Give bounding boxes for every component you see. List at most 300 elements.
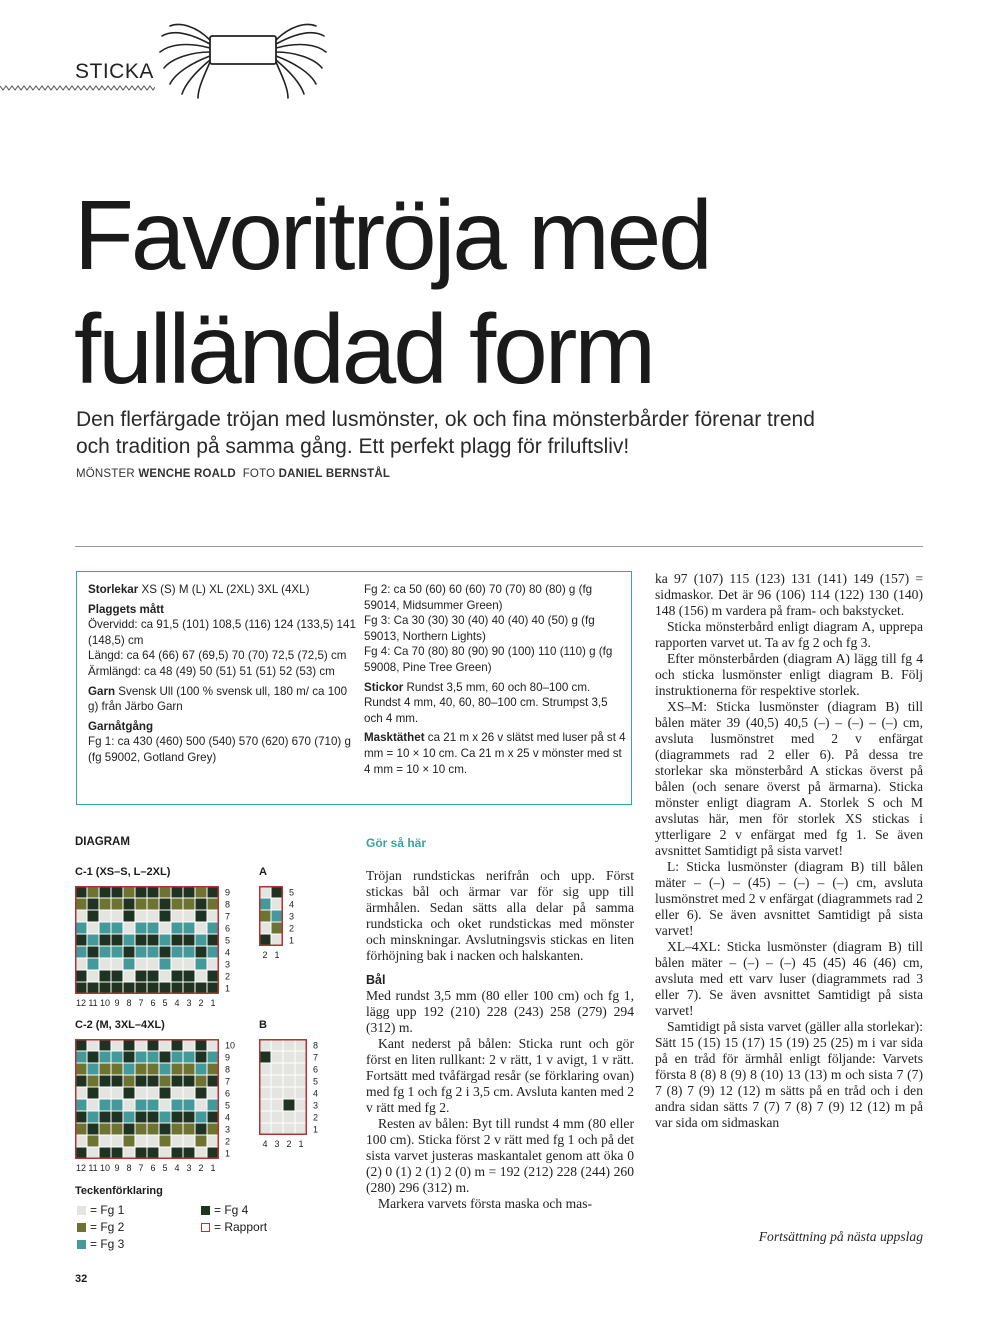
column-number: 3	[274, 1139, 280, 1149]
chart-cell	[159, 958, 171, 970]
row-number: 5	[289, 887, 295, 898]
column-number: 2	[198, 1163, 204, 1173]
paragraph: Kant nederst på bålen: Sticka runt och gör först en liten rullkant: 2 v rätt, 1 v avigt, 1 v rätt. Fortsätt med tvåfärgad resår (se förklaring ovan) med fg 1 och fg 2 i 3,5 cm. Avsluta kanten med 2 v rätt med fg 2.	[366, 1036, 634, 1115]
chart-cell	[195, 1111, 207, 1123]
chart-cell	[283, 1039, 295, 1051]
chart-cell	[135, 1147, 147, 1159]
chart-cell	[87, 1087, 99, 1099]
column-number: 10	[99, 1163, 111, 1173]
chart-cell	[135, 946, 147, 958]
section-label: STICKA	[75, 60, 154, 83]
chart-cell	[99, 1123, 111, 1135]
paragraph: Efter mönsterbården (diagram A) lägg till fg 4 och sticka lusmönster enligt diagram B. Följ instruktionerna för respektive storlek.	[655, 651, 923, 698]
row-number: 2	[225, 971, 231, 982]
chart-cell	[111, 1075, 123, 1087]
chart-cell	[259, 1087, 271, 1099]
row-number: 1	[225, 983, 231, 994]
row-number: 6	[225, 923, 231, 934]
chart-cell	[207, 1087, 219, 1099]
chart-cell	[283, 1051, 295, 1063]
chart-cell	[207, 1099, 219, 1111]
chart-cell	[135, 1075, 147, 1087]
legend-label: = Fg 1	[90, 1203, 125, 1217]
chart-cell	[75, 1075, 87, 1087]
chart-cell	[207, 1063, 219, 1075]
chart-cell	[171, 910, 183, 922]
chart-cell	[111, 1123, 123, 1135]
chart-cell	[183, 1099, 195, 1111]
materials-entry-label: Garnåtgång	[88, 719, 154, 733]
chart-cell	[87, 1111, 99, 1123]
row-number: 7	[225, 911, 231, 922]
chart-cell	[183, 1087, 195, 1099]
chart-cell	[111, 1111, 123, 1123]
chart-cell	[195, 970, 207, 982]
knitting-chart-b	[259, 1039, 329, 1153]
paragraph: XS–M: Sticka lusmönster (diagram B) till bålen mäter 39 (40,5) 40,5 (–) – (–) – (–) cm, avsluta lusmönstret med 2 v enfärgat (diagrammets rad 2 eller 6). På dessa tre storlekar ska mönsterbård A stickas överst på bålen (och senare överst på ärmarna). Sticka mönster enligt diagram A. Storlek S och M avslutas här, men för storlek XS stickas i ytterligare 2 v enfärgat med fg 1. Se även avsnittet Samtidigt på sista varvet!	[655, 699, 923, 858]
column-number: 5	[162, 1163, 168, 1173]
chart-cell	[183, 1123, 195, 1135]
paragraph: Markera varvets första maska och mas-	[378, 1196, 593, 1211]
chart-cell	[147, 886, 159, 898]
row-number: 9	[225, 1052, 231, 1063]
chart-cell	[147, 910, 159, 922]
chart-cell	[123, 1051, 135, 1063]
row-number: 4	[289, 899, 295, 910]
chart-cell	[271, 1087, 283, 1099]
chart-cell	[183, 1111, 195, 1123]
materials-entry-text: XS (S) M (L) XL (2XL) 3XL (4XL)	[138, 583, 310, 596]
chart-cell	[183, 922, 195, 934]
chart-cell	[135, 922, 147, 934]
chart-cell	[259, 1063, 271, 1075]
title-line-2: fulländad form	[74, 294, 654, 404]
column-number: 4	[262, 1139, 268, 1149]
chart-cell	[99, 910, 111, 922]
chart-cell	[135, 1063, 147, 1075]
chart-cell	[111, 1147, 123, 1159]
materials-entry	[364, 680, 626, 727]
chart-cell	[195, 1051, 207, 1063]
legend-label: = Fg 2	[90, 1220, 125, 1234]
chart-cell	[207, 1123, 219, 1135]
row-number: 2	[225, 1136, 231, 1147]
paragraph: Tröjan rundstickas nerifrån och upp. Först stickas bål och ärmar var för sig upp till ärmhålen. Sedan sätts alla delar på samma rundsticka och oket rundstickas med mönster och minskningar. Avslutningsvis stickas en liten förhöjning bak i nacken och halskanten.	[366, 868, 634, 963]
legend-item	[77, 1220, 124, 1234]
chart-cell	[147, 970, 159, 982]
chart-cell	[159, 898, 171, 910]
chart-cell	[183, 946, 195, 958]
column-number: 9	[114, 1163, 120, 1173]
row-number: 2	[289, 923, 295, 934]
chart-cell	[295, 1087, 307, 1099]
chart-cell	[183, 910, 195, 922]
chart-cell	[159, 1075, 171, 1087]
chart-cell	[99, 1063, 111, 1075]
chart-cell	[87, 1123, 99, 1135]
chart-cell	[207, 922, 219, 934]
chart-cell	[295, 1099, 307, 1111]
chart-cell	[75, 1135, 87, 1147]
chart-cell	[271, 1039, 283, 1051]
materials-entry-text: ca 21 m x 26 v slätst med luser på st 4 mm = 10 × 10 cm. Ca 21 m x 25 v mönster med st 4 mm = 10 × 10 cm.	[364, 731, 626, 776]
chart-cell	[147, 1087, 159, 1099]
materials-right-column	[364, 582, 626, 781]
chart-cell	[295, 1111, 307, 1123]
chart-cell	[195, 1039, 207, 1051]
chart-cell	[159, 1039, 171, 1051]
column-number: 1	[210, 998, 216, 1008]
chart-cell	[271, 922, 283, 934]
legend-swatch	[77, 1206, 86, 1215]
chart-cell	[159, 1063, 171, 1075]
chart-cell	[87, 898, 99, 910]
chart-cell	[171, 1063, 183, 1075]
chart-cell	[195, 910, 207, 922]
chart-cell	[207, 934, 219, 946]
materials-entry-label: Plaggets mått	[88, 602, 165, 616]
diagram-heading: DIAGRAM	[75, 836, 130, 848]
row-number: 4	[225, 1112, 231, 1123]
chart-cell	[183, 1039, 195, 1051]
legend-item	[201, 1220, 267, 1234]
chart-cell	[99, 1075, 111, 1087]
chart-cell	[171, 1111, 183, 1123]
column-number: 11	[88, 1163, 98, 1173]
chart-cell	[123, 1123, 135, 1135]
chart-cell	[207, 1075, 219, 1087]
chart-cell	[111, 946, 123, 958]
chart-cell	[159, 886, 171, 898]
chart-cell	[147, 1135, 159, 1147]
chart-cell	[135, 898, 147, 910]
chart-cell	[183, 1063, 195, 1075]
column-number: 7	[138, 998, 144, 1008]
chart-cell	[195, 1147, 207, 1159]
materials-entry	[88, 602, 358, 680]
chart-cell	[123, 1063, 135, 1075]
row-number: 8	[225, 1064, 231, 1075]
chart-cell	[75, 1051, 87, 1063]
chart-cell	[183, 1147, 195, 1159]
chart-cell	[183, 982, 195, 994]
chart-cell	[99, 1135, 111, 1147]
chart-cell	[87, 1075, 99, 1087]
chart-cell	[183, 1075, 195, 1087]
chart-cell	[123, 1147, 135, 1159]
legend-item	[201, 1203, 248, 1217]
chart-cell	[171, 922, 183, 934]
column-number: 6	[150, 1163, 156, 1173]
chart-cell	[171, 970, 183, 982]
chart-cell	[147, 898, 159, 910]
legend-item	[77, 1203, 124, 1217]
chart-cell	[159, 1135, 171, 1147]
chart-cell	[123, 970, 135, 982]
materials-entry-line: Fg 4: Ca 70 (80) 80 (90) 90 (100) 110 (110) g (fg 59008, Pine Tree Green)	[364, 645, 613, 674]
chart-cell	[135, 910, 147, 922]
chart-cell	[123, 946, 135, 958]
materials-entry	[88, 582, 358, 598]
knitting-chart-c2	[75, 1039, 241, 1177]
row-number: 10	[225, 1040, 236, 1051]
chart-cell	[271, 1123, 283, 1135]
chart-cell	[183, 886, 195, 898]
instructions-column-1	[366, 868, 634, 1212]
chart-cell	[171, 934, 183, 946]
materials-entry	[364, 582, 626, 676]
chart-cell	[259, 910, 271, 922]
chart-cell	[111, 1063, 123, 1075]
row-number: 4	[225, 947, 231, 958]
column-number: 10	[99, 998, 111, 1008]
chart-cell	[159, 970, 171, 982]
chart-cell	[171, 958, 183, 970]
chart-cell	[75, 1111, 87, 1123]
chart-cell	[135, 1051, 147, 1063]
chart-cell	[147, 1063, 159, 1075]
chart-cell	[135, 886, 147, 898]
chart-cell	[207, 982, 219, 994]
top-divider	[75, 546, 923, 547]
chart-cell	[159, 1123, 171, 1135]
chart-cell	[123, 1111, 135, 1123]
chart-cell	[87, 1135, 99, 1147]
chart-cell	[195, 898, 207, 910]
chart-cell	[259, 886, 271, 898]
row-number: 8	[225, 899, 231, 910]
chart-cell	[99, 1051, 111, 1063]
column-number: 3	[186, 1163, 192, 1173]
column-number: 5	[162, 998, 168, 1008]
chart-cell	[195, 1123, 207, 1135]
chart-cell	[111, 1087, 123, 1099]
chart-label-c1: C-1 (XS–S, L–2XL)	[75, 866, 171, 878]
column-number: 6	[150, 998, 156, 1008]
row-number: 3	[313, 1100, 319, 1111]
chart-cell	[99, 1099, 111, 1111]
column-number: 8	[126, 998, 132, 1008]
column-number: 4	[174, 1163, 180, 1173]
pattern-author: WENCHE ROALD	[138, 468, 236, 480]
materials-entry-line: Fg 3: Ca 30 (30) 30 (40) 40 (40) 40 (50) g (fg 59013, Northern Lights)	[364, 614, 595, 643]
chart-cell	[283, 1111, 295, 1123]
chart-cell	[147, 1051, 159, 1063]
chart-cell	[87, 886, 99, 898]
column-number: 4	[174, 998, 180, 1008]
chart-cell	[75, 1147, 87, 1159]
chart-cell	[271, 1099, 283, 1111]
chart-cell	[147, 1099, 159, 1111]
chart-cell	[207, 946, 219, 958]
chart-cell	[207, 1111, 219, 1123]
chart-cell	[259, 1075, 271, 1087]
title-line-1: Favoritröja med	[74, 180, 710, 290]
chart-cell	[171, 946, 183, 958]
paragraph: XL–4XL: Sticka lusmönster (diagram B) till bålen mäter – (–) – (–) 45 (45) 46 (46) cm, avsluta med ett varv luser (diagrammets rad 3 eller 7). Se även avsnittet Samtidigt på sista varvet!	[655, 939, 923, 1018]
chart-cell	[99, 934, 111, 946]
chart-cell	[295, 1051, 307, 1063]
chart-cell	[159, 910, 171, 922]
chart-cell	[171, 1135, 183, 1147]
credits	[76, 468, 390, 480]
row-number: 5	[225, 935, 231, 946]
chart-cell	[87, 910, 99, 922]
row-number: 1	[289, 935, 295, 946]
chart-cell	[87, 1099, 99, 1111]
chart-cell	[75, 886, 87, 898]
chart-cell	[75, 1123, 87, 1135]
column-number: 11	[88, 998, 98, 1008]
chart-cell	[123, 886, 135, 898]
chart-cell	[195, 922, 207, 934]
chart-cell	[99, 958, 111, 970]
chart-cell	[195, 1135, 207, 1147]
chart-cell	[271, 898, 283, 910]
chart-cell	[99, 1039, 111, 1051]
chart-cell	[75, 922, 87, 934]
chart-cell	[75, 1063, 87, 1075]
column-number: 2	[286, 1139, 292, 1149]
legend-item	[77, 1237, 124, 1251]
chart-cell	[111, 982, 123, 994]
instructions-heading: Gör så här	[366, 836, 427, 850]
knitting-chart-c1	[75, 886, 241, 1012]
chart-label-a: A	[259, 866, 267, 878]
chart-cell	[183, 898, 195, 910]
chart-cell	[159, 1051, 171, 1063]
chart-cell	[87, 946, 99, 958]
legend-label: = Rapport	[214, 1220, 268, 1234]
chart-cell	[159, 1111, 171, 1123]
chart-cell	[111, 970, 123, 982]
chart-cell	[195, 1063, 207, 1075]
chart-cell	[159, 1087, 171, 1099]
chart-cell	[271, 1111, 283, 1123]
chart-cell	[135, 958, 147, 970]
pattern-label: MÖNSTER	[76, 468, 135, 480]
chart-cell	[111, 1051, 123, 1063]
materials-entry	[88, 719, 358, 766]
lead-paragraph: Den flerfärgade tröjan med lusmönster, ok och fina mönsterbårder förenar trend och tradition på samma gång. Ett perfekt plagg för friluftsliv!	[76, 408, 815, 458]
chart-cell	[259, 1099, 271, 1111]
chart-cell	[259, 1111, 271, 1123]
row-number: 5	[313, 1076, 319, 1087]
chart-cell	[87, 958, 99, 970]
chart-cell	[135, 1099, 147, 1111]
chart-cell	[183, 934, 195, 946]
chart-cell	[259, 922, 271, 934]
chart-cell	[87, 934, 99, 946]
chart-cell	[123, 1099, 135, 1111]
chart-cell	[111, 910, 123, 922]
chart-cell	[159, 1099, 171, 1111]
chart-cell	[271, 934, 283, 946]
chart-cell	[271, 910, 283, 922]
chart-cell	[271, 1075, 283, 1087]
chart-cell	[159, 934, 171, 946]
chart-cell	[171, 982, 183, 994]
chart-cell	[147, 1123, 159, 1135]
chart-cell	[111, 958, 123, 970]
chart-cell	[171, 1075, 183, 1087]
chart-cell	[271, 886, 283, 898]
chart-cell	[171, 1123, 183, 1135]
chart-cell	[123, 898, 135, 910]
chart-cell	[135, 1111, 147, 1123]
chart-cell	[195, 934, 207, 946]
photo-author: DANIEL BERNSTÅL	[278, 468, 391, 480]
column-number: 1	[274, 950, 280, 960]
chart-cell	[123, 1135, 135, 1147]
column-number: 2	[198, 998, 204, 1008]
page-number: 32	[75, 1273, 88, 1285]
chart-cell	[111, 1039, 123, 1051]
legend-swatch	[201, 1223, 210, 1232]
chart-cell	[171, 1099, 183, 1111]
row-number: 1	[313, 1124, 319, 1135]
chart-cell	[147, 1039, 159, 1051]
chart-cell	[159, 922, 171, 934]
chart-cell	[159, 982, 171, 994]
materials-entry-line: Ärmlängd: ca 48 (49) 50 (51) 51 (51) 52 (53) cm	[88, 664, 335, 678]
knitting-chart-a	[259, 886, 305, 964]
paragraph: Samtidigt på sista varvet (gäller alla storlekar): Sätt 15 (15) 15 (17) 15 (19) 25 (25) m i var sida på en tråd för ärmhål enligt följande: Varvets första 8 (8) 8 (9) 8 (10) 13 (13) m och sista 7 (7) 7 (8) 7 (9) 12 (12) m sätts på en tråd och i den andra sidan sätts 7 (7) 7 (8) 7 (9) 12 (12) m på var sida om sidmaskan	[655, 1019, 923, 1130]
chart-cell	[123, 1075, 135, 1087]
chart-cell	[123, 910, 135, 922]
chart-cell	[99, 1111, 111, 1123]
row-number: 3	[225, 959, 231, 970]
materials-entry-label: Masktäthet	[364, 731, 425, 745]
chart-label-c2: C-2 (M, 3XL–4XL)	[75, 1019, 165, 1031]
paragraph: Med rundst 3,5 mm (80 eller 100 cm) och fg 1, lägg upp 192 (210) 228 (243) 258 (279) 294 (312) m.	[366, 988, 634, 1035]
chart-cell	[171, 1039, 183, 1051]
legend-label: = Fg 3	[90, 1237, 125, 1251]
chart-cell	[171, 1147, 183, 1159]
chart-cell	[75, 958, 87, 970]
materials-entry	[364, 730, 626, 777]
chart-cell	[123, 922, 135, 934]
chart-cell	[195, 1099, 207, 1111]
chart-cell	[123, 1039, 135, 1051]
chart-cell	[111, 886, 123, 898]
legend-swatch	[77, 1240, 86, 1249]
legend-swatch	[77, 1223, 86, 1232]
chart-cell	[295, 1039, 307, 1051]
chart-cell	[147, 1075, 159, 1087]
chart-cell	[75, 970, 87, 982]
chart-cell	[147, 958, 159, 970]
section-heading: Bål	[366, 973, 386, 987]
chart-cell	[283, 1123, 295, 1135]
continued-note: Fortsättning på nästa uppslag	[758, 1229, 923, 1244]
chart-cell	[123, 1087, 135, 1099]
column-number: 8	[126, 1163, 132, 1173]
chart-cell	[183, 970, 195, 982]
column-number: 7	[138, 1163, 144, 1173]
materials-entry-line: Fg 1: ca 430 (460) 500 (540) 570 (620) 670 (710) g (fg 59002, Gotland Grey)	[88, 735, 351, 764]
chart-cell	[207, 1051, 219, 1063]
chart-cell	[87, 1147, 99, 1159]
chart-cell	[135, 934, 147, 946]
chart-cell	[207, 970, 219, 982]
chart-cell	[183, 1135, 195, 1147]
chart-cell	[111, 1135, 123, 1147]
chart-cell	[171, 1051, 183, 1063]
chart-cell	[195, 1075, 207, 1087]
chart-cell	[123, 982, 135, 994]
chart-cell	[99, 970, 111, 982]
